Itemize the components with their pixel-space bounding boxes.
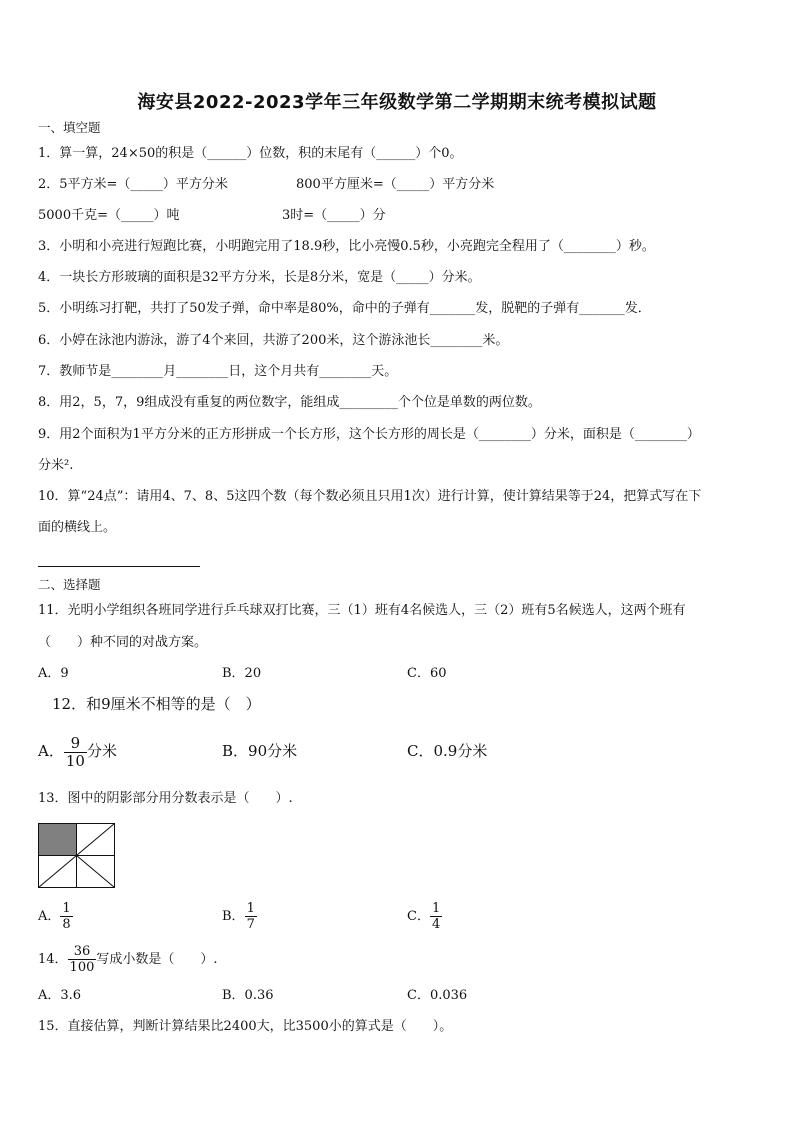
fraction <box>430 902 442 931</box>
fraction <box>60 902 72 931</box>
q13-option-b <box>222 898 257 936</box>
question-11-line2: （ ）种不同的对战方案。 <box>38 635 208 650</box>
q13-option-c <box>407 898 442 936</box>
page-title: 海安县2022-2023学年三年级数学第二学期期末统考模拟试题 <box>137 92 657 113</box>
section-heading-choice: 二、选择题 <box>38 577 101 592</box>
question-12: 12．和9厘米不相等的是（ ） <box>52 695 261 713</box>
diagonal-line <box>77 856 115 888</box>
fraction-denominator: 8 <box>62 917 71 932</box>
fraction-denominator: 10 <box>65 751 85 770</box>
q11-option-c: C．60 <box>407 666 447 681</box>
question-14 <box>38 941 218 979</box>
option-prefix: A． <box>38 909 61 924</box>
section-heading-fill-in: 一、填空题 <box>38 120 101 135</box>
question-15: 15．直接估算，判断计算结果比2400大，比3500小的算式是（ ）。 <box>38 1019 453 1034</box>
question-9-line2: 分米². <box>38 458 74 473</box>
q14-option-c: C．0.036 <box>407 988 468 1003</box>
q12-option-a <box>38 733 117 769</box>
q11-option-b: B．20 <box>222 666 262 681</box>
q14-prefix: 14． <box>38 952 68 967</box>
option-prefix: C． <box>407 909 430 924</box>
fraction-numerator: 1 <box>62 901 71 916</box>
answer-line <box>38 566 200 567</box>
diagonal-line <box>39 856 77 888</box>
q11-option-a: A．9 <box>38 666 69 681</box>
q12-option-a-unit: 分米 <box>86 742 117 760</box>
shaded-square-figure <box>38 823 116 889</box>
question-6: 6．小婷在泳池内游泳，游了4个来回，共游了200米，这个游泳池长________米。 <box>38 333 509 348</box>
q13-option-a <box>38 898 73 936</box>
question-8: 8．用2，5，7，9组成没有重复的两位数字，能组成_________个个位是单数的两位数。 <box>38 395 541 410</box>
option-prefix: B． <box>222 909 245 924</box>
fraction-numerator: 36 <box>68 945 97 960</box>
fraction <box>245 902 257 931</box>
question-2c: 5000千克=（_____）吨 <box>38 208 180 223</box>
question-11-line1: 11．光明小学组织各班同学进行乒乓球双打比赛，三（1）班有4名候选人，三（2）班有5名候选人，这两个班有 <box>38 603 686 618</box>
fraction-denominator: 4 <box>431 917 441 932</box>
question-5: 5．小明练习打靶，共打了50发子弹，命中率是80%，命中的子弹有_______发，脱靶的子弹有_______发． <box>38 301 651 316</box>
fraction-numerator: 1 <box>431 901 441 916</box>
shaded-region <box>39 824 77 856</box>
question-9-line1: 9．用2个面积为1平方分米的正方形拼成一个长方形，这个长方形的周长是（________）分米，面积是（________） <box>38 427 700 442</box>
fraction-numerator: 1 <box>246 901 255 916</box>
fraction-numerator: 9 <box>64 736 87 753</box>
q14-text: 写成小数是（ ）. <box>96 952 218 967</box>
question-10-line1: 10．算“24点”：请用4、7、8、5这四个数（每个数必须且只用1次）进行计算，使计算结果等于24，把算式写在下 <box>38 489 702 504</box>
question-10-line2: 面的横线上。 <box>38 520 117 535</box>
q12-option-c: C．0.9分米 <box>407 742 488 760</box>
q12-option-b: B．90分米 <box>222 742 298 760</box>
fraction-denominator: 100 <box>69 960 95 975</box>
fraction <box>64 733 87 770</box>
question-2b: 800平方厘米=（_____）平方分米 <box>296 177 495 192</box>
question-3: 3．小明和小亮进行短跑比赛，小明跑完用了18.9秒，比小亮慢0.5秒，小亮跑完全程用了（________）秒。 <box>38 239 655 254</box>
question-7: 7．教师节是________月________日，这个月共有________天。 <box>38 364 398 379</box>
q14-option-a: A．3.6 <box>38 988 82 1003</box>
question-4: 4．一块长方形玻璃的面积是32平方分米，长是8分米，宽是（_____）分米。 <box>38 270 481 285</box>
question-2d: 3时=（_____）分 <box>282 208 386 223</box>
diagonal-line <box>77 824 115 856</box>
fraction-denominator: 7 <box>246 917 255 932</box>
q14-option-b: B．0.36 <box>222 988 274 1003</box>
question-2a: 2．5平方米=（_____）平方分米 <box>38 177 228 192</box>
question-1: 1．算一算，24×50的积是（______）位数，积的末尾有（______）个0。 <box>38 146 463 161</box>
q12-option-a-prefix: A． <box>38 742 64 760</box>
question-13: 13．图中的阴影部分用分数表示是（ ）. <box>38 791 293 806</box>
fraction <box>68 945 97 974</box>
